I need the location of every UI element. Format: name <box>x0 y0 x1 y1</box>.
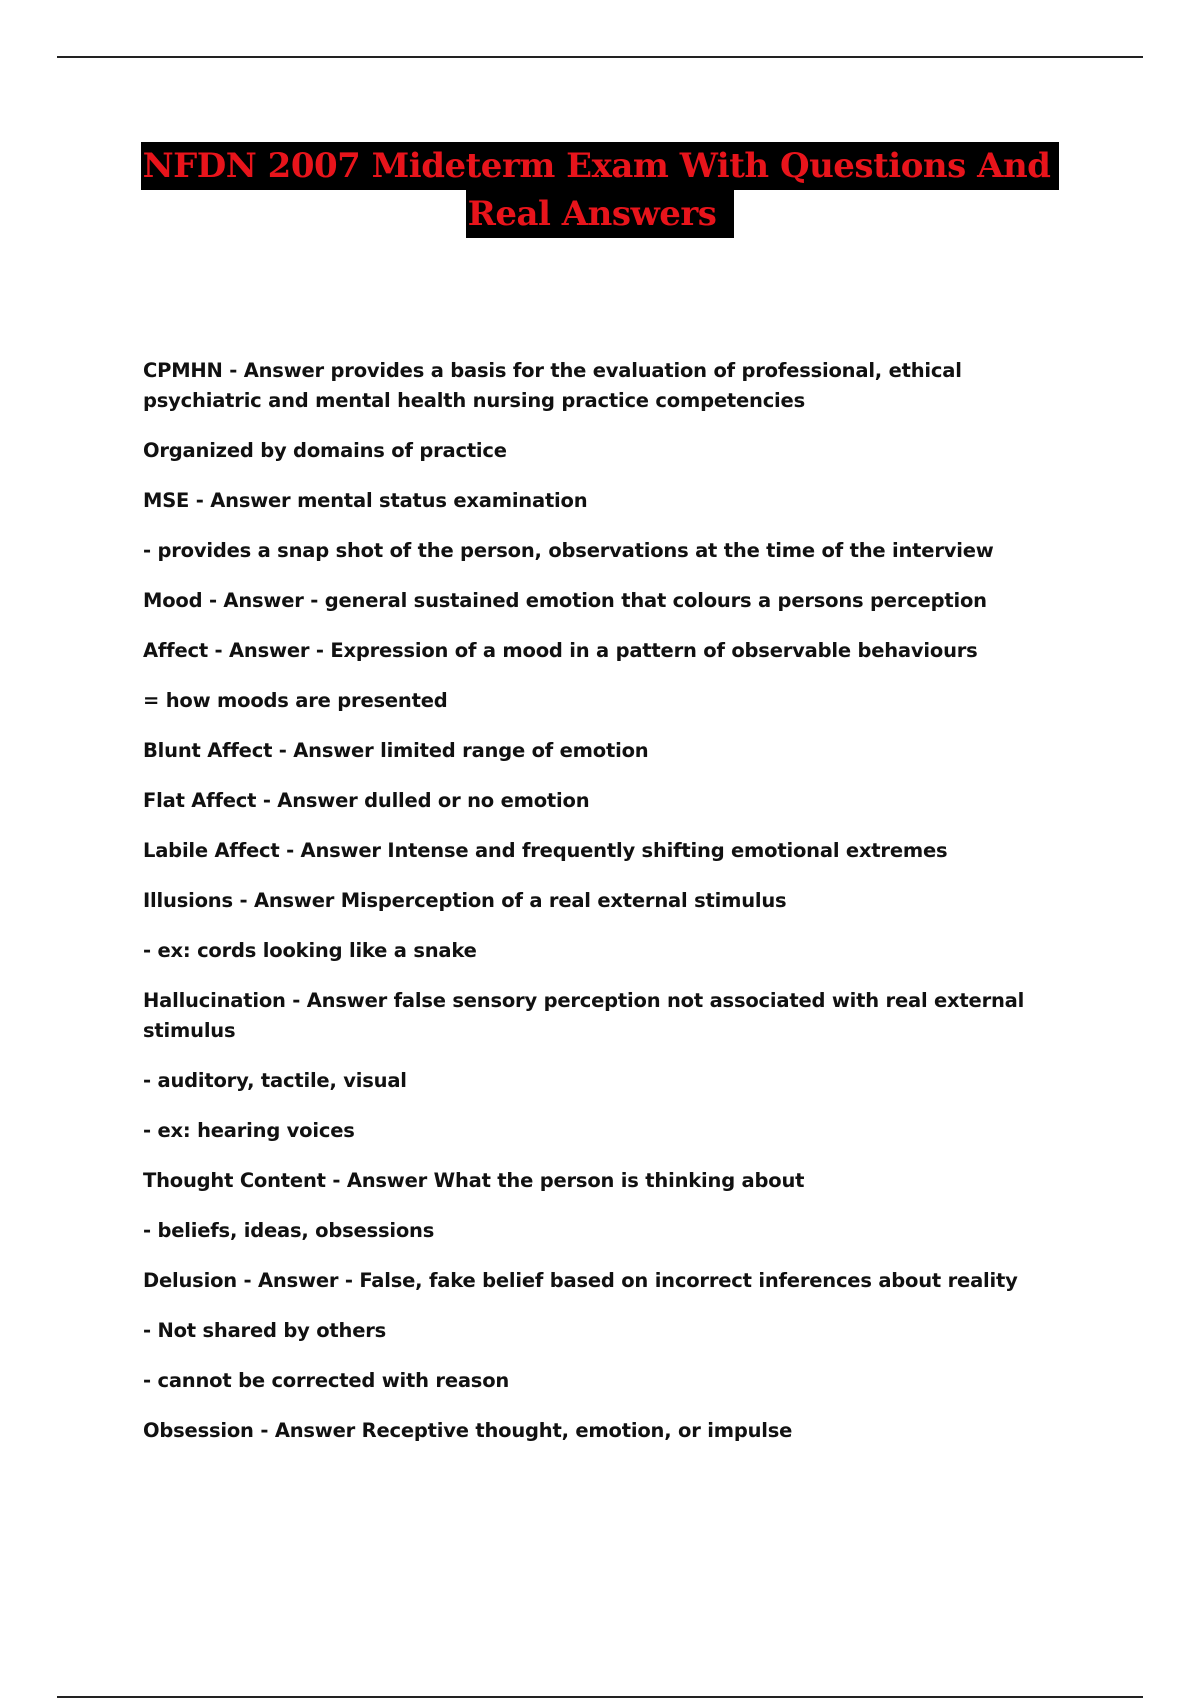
entry-labile-affect: Labile Affect - Answer Intense and frequently shifting emotional extremes <box>143 839 948 862</box>
entry-delusion: Delusion - Answer - False, fake belief based on incorrect inferences about reality <box>143 1269 1018 1292</box>
entry-mse: MSE - Answer mental status examination <box>143 489 588 512</box>
entry-blunt-affect: Blunt Affect - Answer limited range of emotion <box>143 739 649 762</box>
entry-delusion-note-2: - cannot be corrected with reason <box>143 1369 510 1392</box>
entry-obsession: Obsession - Answer Receptive thought, emotion, or impulse <box>143 1419 793 1442</box>
entry-mood: Mood - Answer - general sustained emotion that colours a persons perception <box>143 589 987 612</box>
entry-delusion-note-1: - Not shared by others <box>143 1319 387 1342</box>
title-line-1: NFDN 2007 Mideterm Exam With Questions And <box>141 142 1060 190</box>
entry-flat-affect: Flat Affect - Answer dulled or no emotion <box>143 789 590 812</box>
entry-illusions-example: - ex: cords looking like a snake <box>143 939 477 962</box>
entry-hallucination-example: - ex: hearing voices <box>143 1119 355 1142</box>
entry-affect: Affect - Answer - Expression of a mood in a pattern of observable behaviours <box>143 639 978 662</box>
entry-mse-note: - provides a snap shot of the person, observations at the time of the interview <box>143 539 994 562</box>
footer-rule <box>57 1696 1143 1698</box>
entry-affect-note: = how moods are presented <box>143 689 448 712</box>
entry-thought-content: Thought Content - Answer What the person is thinking about <box>143 1169 805 1192</box>
entry-hallucination: Hallucination - Answer false sensory perception not associated with real external stimulus <box>143 989 1025 1042</box>
entry-cpmhn: CPMHN - Answer provides a basis for the evaluation of professional, ethical psychiatric and mental health nursing practice competencies <box>143 359 962 412</box>
entry-thought-content-note: - beliefs, ideas, obsessions <box>143 1219 435 1242</box>
document-body <box>143 356 1083 1466</box>
document-title <box>0 142 1200 238</box>
entry-domains-of-practice: Organized by domains of practice <box>143 439 507 462</box>
entry-hallucination-types: - auditory, tactile, visual <box>143 1069 407 1092</box>
entry-illusions: Illusions - Answer Misperception of a real external stimulus <box>143 889 787 912</box>
header-rule <box>57 56 1143 58</box>
title-line-2: Real Answers <box>466 190 735 238</box>
